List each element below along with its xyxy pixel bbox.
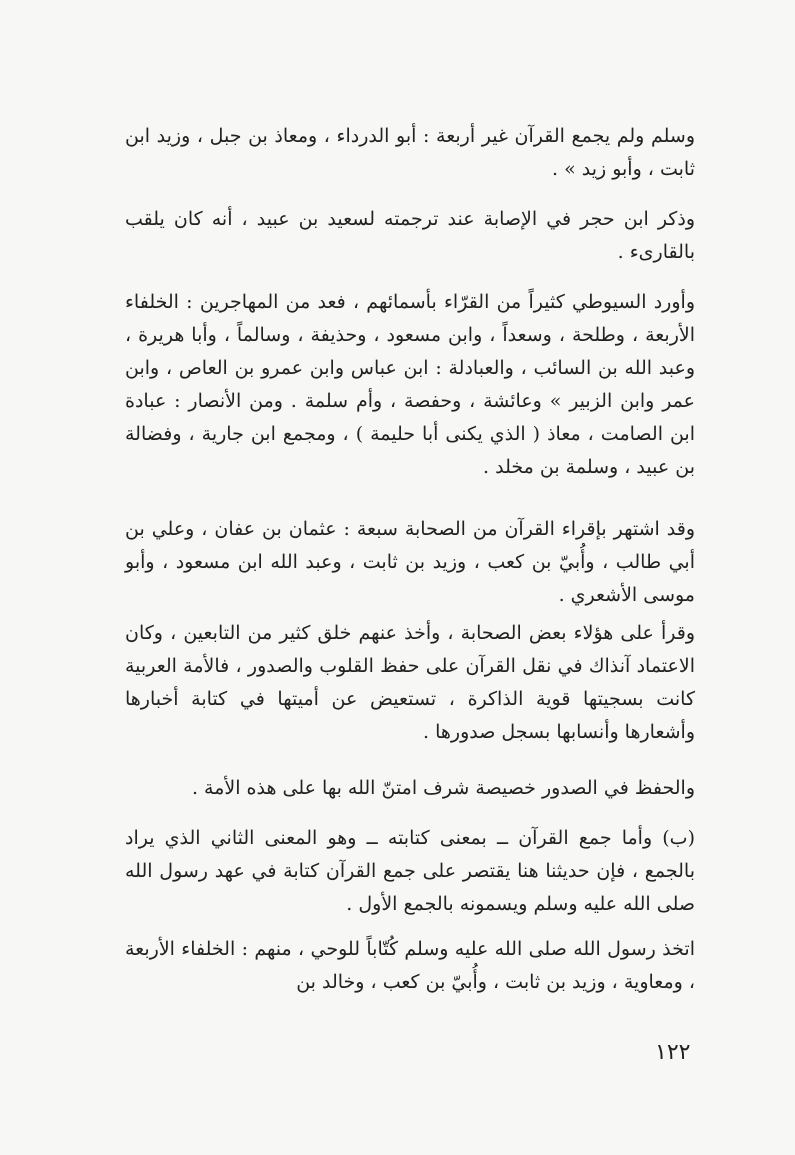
paragraph-5: وقرأ على هؤلاء بعض الصحابة ، وأخذ عنهم خلق كثير من التابعين ، وكان الاعتماد آنذاك في نقل القرآن على حفظ القلوب والصدور ، فالأمة العربية كانت بسجيتها قوية الذاكرة ، تستعيض عن أميتها في كتابة أخبارها وأشعارها وأنسابها بسجل صدورها . bbox=[125, 622, 695, 743]
paragraph-4: وقد اشتهر بإقراء القرآن من الصحابة سبعة : عثمان بن عفان ، وعلي بن أبي طالب ، وأُبيّ بن كعب ، وزيد بن ثابت ، وعبد الله ابن مسعود ، وأبو موسى الأشعري . bbox=[125, 518, 695, 606]
paragraph-2: وذكر ابن حجر في الإصابة عند ترجمته لسعيد بن عبيد ، أنه كان يلقب بالقارىء . bbox=[125, 208, 695, 263]
paragraph-1: وسلم ولم يجمع القرآن غير أربعة : أبو الدرداء ، ومعاذ بن جبل ، وزيد ابن ثابت ، وأبو زيد » . bbox=[125, 125, 695, 180]
paragraph-3: وأورد السيوطي كثيراً من القرّاء بأسمائهم ، فعد من المهاجرين : الخلفاء الأربعة ، وطلحة ، وسعداً ، وابن مسعود ، وحذيفة ، وسالماً ، وأبا هريرة ، وعبد الله بن السائب ، والعبادلة : ابن عباس وابن عمرو بن العاص ، وابن عمر وابن الزبير » وعائشة ، وحفصة ، وأم سلمة . ومن الأنصار : عبادة ابن الصامت ، معاذ ( الذي يكنى أبا حليمة ) ، ومجمع ابن جارية ، وفضالة بن عبيد ، وسلمة بن مخلد . bbox=[125, 291, 695, 478]
paragraph-6: والحفظ في الصدور خصيصة شرف امتنّ الله بها على هذه الأمة . bbox=[191, 777, 695, 799]
paragraph-8: اتخذ رسول الله صلى الله عليه وسلم كُتّاباً للوحي ، منهم : الخلفاء الأربعة ، ومعاوية ، وزيد بن ثابت ، وأُبيّ بن كعب ، وخالد بن bbox=[125, 938, 695, 993]
page-number: ١٢٢ bbox=[655, 1040, 691, 1065]
paragraph-7: (ب) وأما جمع القرآن ــ بمعنى كتابته ــ وهو المعنى الثاني الذي يراد بالجمع ، فإن حديثنا هنا يقتصر على جمع القرآن كتابة في عهد رسول الله صلى الله عليه وسلم ويسمونه بالجمع الأول . bbox=[125, 827, 695, 915]
